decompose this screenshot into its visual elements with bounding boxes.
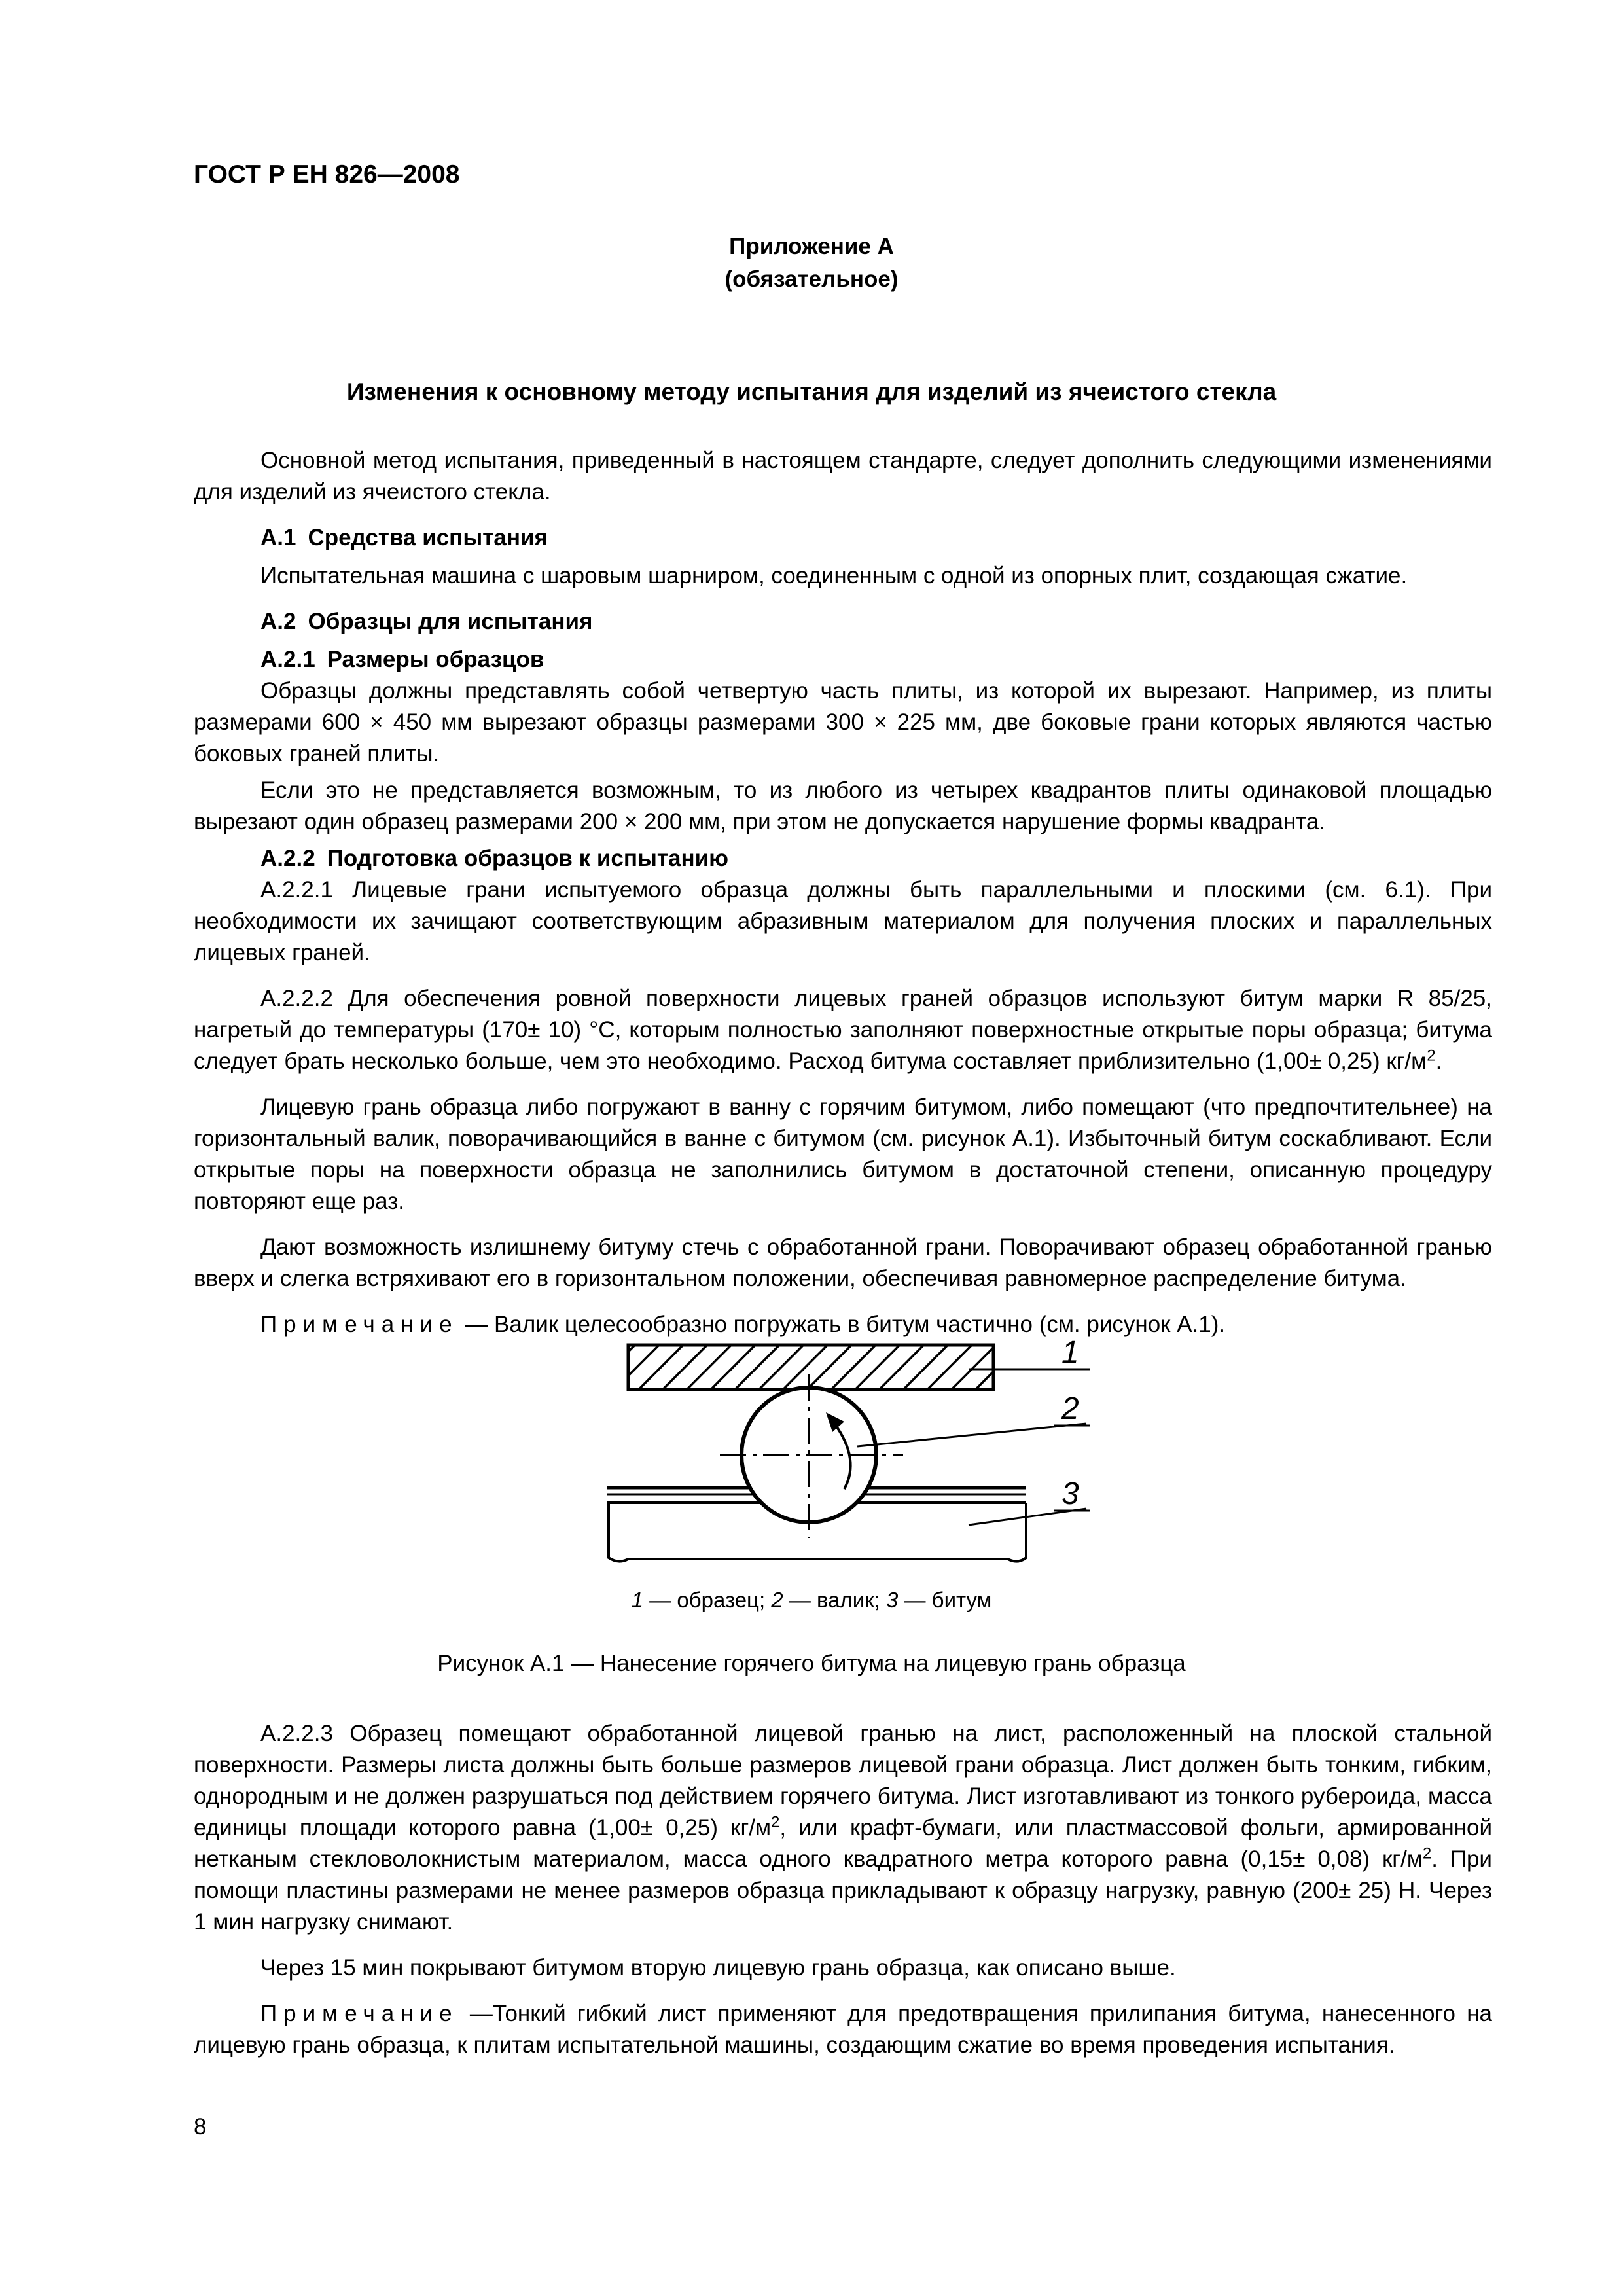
section-title: Размеры образцов bbox=[327, 647, 544, 672]
a222-end: . bbox=[1435, 1049, 1442, 1074]
figure-a1-diagram bbox=[0, 1329, 1623, 1584]
note-text: —Тонкий гибкий лист применяют для предотвращения прилипания битума, нанесенного на лицевую грань образца, к плитам испытательной машины, создающим сжатие во время проведения испытания. bbox=[194, 2001, 1492, 2058]
note-label: Примечание bbox=[260, 1312, 459, 1337]
annex-name: Приложение А bbox=[729, 234, 894, 259]
figure-legend bbox=[0, 1588, 1623, 1613]
note-label: Примечание bbox=[260, 2001, 459, 2026]
a222-text: А.2.2.2 Для обеспечения ровной поверхности лицевых граней образцов используют битум марки R 85/25, нагретый до температуры (170± 10) °С, которым полностью заполняют поверхностные открытые поры образца; битума следует брать несколько больше, чем это необходимо. Расход битума составляет приблизительно (1,00± 0,25) кг/м bbox=[194, 986, 1492, 1074]
figure-caption: Рисунок А.1 — Нанесение горячего битума на лицевую грань образца bbox=[437, 1651, 1186, 1676]
annex-title: Изменения к основному методу испытания для изделий из ячеистого стекла bbox=[346, 378, 1277, 405]
callout-1: 1 bbox=[1061, 1335, 1079, 1370]
superscript: 2 bbox=[771, 1813, 780, 1831]
a223-text-1: А.2.2.3 Образец помещают обработанной лицевой гранью на лист, расположенный на плоской стальной поверхности. Размеры листа должны быть больше размеров лицевой грани образца. Лист должен быть тонким, гибким, однородным и не должен разрушаться под действием горячего битума. Лист изготавливают из тонкого рубероида, масса единицы площади которого равна (1,00± 0,25) кг/м bbox=[194, 1721, 1492, 1840]
a21-paragraph-1: Образцы должны представлять собой четвертую часть плиты, из которой их вырезают. Например, из плиты размерами 600 × 450 мм вырезают образцы размерами 300 × 225 мм, две боковые грани которых являются частью боковых граней плиты. bbox=[194, 678, 1492, 766]
page-number: 8 bbox=[194, 2114, 207, 2140]
annex-heading bbox=[0, 230, 1623, 296]
note-2 bbox=[194, 1998, 1492, 2061]
main-text-continued bbox=[194, 1718, 1492, 2075]
section-number: А.2.2 bbox=[260, 846, 315, 871]
section-a21-heading bbox=[194, 644, 1492, 675]
specimen-block bbox=[628, 1345, 993, 1390]
superscript: 2 bbox=[1427, 1047, 1436, 1065]
section-a2-heading bbox=[194, 606, 1492, 637]
a223-text-2: , или крафт-бумаги, или пластмассовой фольги, армированной нетканым стекловолокнистым материалом, масса одного квадратного метра которого равна (0,15± 0,08) кг/м bbox=[194, 1815, 1492, 1872]
legend-text: — битум bbox=[898, 1588, 992, 1612]
annex-status: (обязательное) bbox=[724, 266, 899, 292]
section-number: А.2 bbox=[260, 609, 296, 634]
legend-number: 1 bbox=[631, 1588, 644, 1612]
intro-paragraph: Основной метод испытания, приведенный в настоящем стандарте, следует дополнить следующими изменениями для изделий из ячеистого стекла. bbox=[194, 448, 1492, 505]
section-a1-heading bbox=[194, 522, 1492, 554]
section-title: Образцы для испытания bbox=[308, 609, 593, 634]
callout-3: 3 bbox=[1061, 1477, 1079, 1511]
legend-number: 2 bbox=[771, 1588, 783, 1612]
a223-text-3: . При помощи пластины размерами не менее размеров образца прикладывают к образцу нагрузку, равную (200± 25) Н. Через 1 мин нагрузку снимают. bbox=[194, 1846, 1492, 1935]
section-title: Подготовка образцов к испытанию bbox=[327, 846, 729, 871]
callout-2: 2 bbox=[1061, 1391, 1079, 1426]
superscript: 2 bbox=[1422, 1844, 1432, 1863]
section-number: А.1 bbox=[260, 525, 296, 550]
leader-line-2 bbox=[857, 1424, 1086, 1446]
main-text bbox=[194, 445, 1492, 1355]
section-title: Средства испытания bbox=[308, 525, 548, 550]
note-text: — Валик целесообразно погружать в битум частично (см. рисунок А.1). bbox=[458, 1312, 1226, 1337]
standard-code: ГОСТ Р ЕН 826—2008 bbox=[194, 160, 460, 188]
legend-text: — образец; bbox=[643, 1588, 772, 1612]
a222-paragraph bbox=[194, 983, 1492, 1077]
a21-paragraph-2: Если это не представляется возможным, то из любого из четырех квадрантов плиты одинаковой площадью вырезают один образец размерами 200 × 200 мм, при этом не допускается нарушение формы квадранта. bbox=[194, 778, 1492, 834]
legend-number: 3 bbox=[885, 1588, 899, 1612]
section-a22-heading bbox=[194, 843, 1492, 874]
section-number: А.2.1 bbox=[260, 647, 315, 672]
legend-text: — валик; bbox=[783, 1588, 886, 1612]
after-15-paragraph: Через 15 мин покрывают битумом вторую лицевую грань образца, как описано выше. bbox=[260, 1955, 1176, 1981]
drain-paragraph: Дают возможность излишнему битуму стечь с обработанной грани. Поворачивают образец обработанной гранью вверх и слегка встряхивают его в горизонтальном положении, обеспечивая равномерное распределение битума. bbox=[194, 1234, 1492, 1291]
a221-paragraph: А.2.2.1 Лицевые грани испытуемого образца должны быть параллельными и плоскими (см. 6.1). При необходимости их зачищают соответствующим абразивным материалом для получения плоских и параллельных лицевых граней. bbox=[194, 877, 1492, 965]
a1-paragraph: Испытательная машина с шаровым шарниром, соединенным с одной из опорных плит, создающая сжатие. bbox=[260, 563, 1408, 588]
dip-paragraph: Лицевую грань образца либо погружают в ванну с горячим битумом, либо помещают (что предпочтительнее) на горизонтальный валик, поворачивающийся в ванне с битумом (см. рисунок А.1). Избыточный битум соскабливают. Если открытые поры на поверхности образца не заполнились битумом в достаточной степени, описанную процедуру повторяют еще раз. bbox=[194, 1094, 1492, 1214]
a223-paragraph bbox=[194, 1718, 1492, 1938]
